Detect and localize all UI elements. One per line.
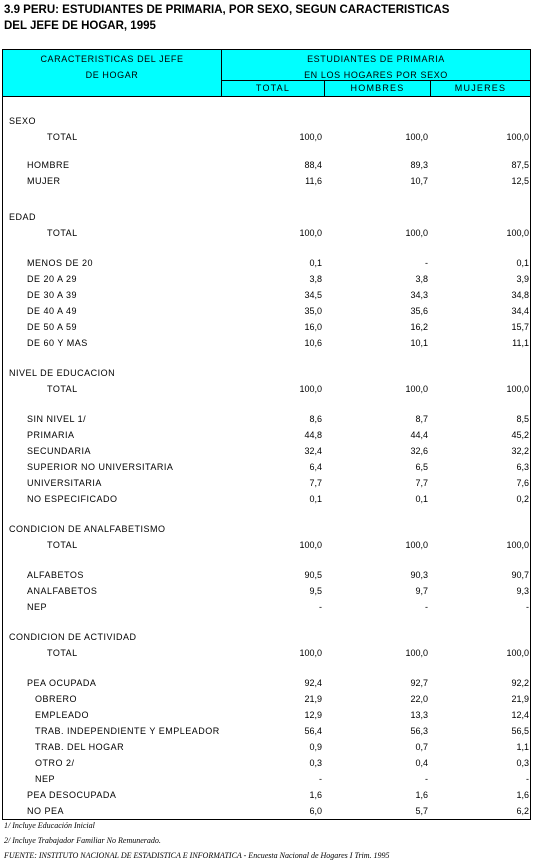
cell-hombres: 1,6	[415, 790, 428, 800]
row-label: DE 20 A 29	[27, 274, 78, 284]
table-title	[4, 2, 529, 34]
row-label: NIVEL DE EDUCACION	[9, 368, 116, 378]
cell-mujeres: -	[526, 774, 529, 784]
cell-mujeres: 6,3	[516, 462, 529, 472]
cell-hombres: 90,3	[410, 570, 428, 580]
cell-total: 16,0	[304, 322, 322, 332]
cell-hombres: -	[425, 774, 428, 784]
title-line-2: DEL JEFE DE HOGAR, 1995	[4, 20, 156, 32]
cell-total: 10,6	[304, 338, 322, 348]
row-label: OTRO 2/	[35, 758, 75, 768]
cell-total: 11,6	[305, 176, 322, 186]
table-row	[3, 772, 530, 786]
table-row	[3, 366, 530, 380]
header-students	[222, 50, 530, 81]
cell-mujeres: 12,4	[511, 710, 529, 720]
row-label: CONDICION DE ANALFABETISMO	[9, 524, 166, 534]
cell-hombres: 92,7	[410, 678, 428, 688]
cell-mujeres: 32,2	[511, 446, 529, 456]
cell-hombres: 100,0	[405, 132, 428, 142]
row-label: TOTAL	[47, 540, 78, 550]
cell-mujeres: 92,2	[511, 678, 529, 688]
cell-hombres: 22,0	[410, 694, 428, 704]
cell-hombres: 89,3	[410, 160, 428, 170]
table-row	[3, 522, 530, 536]
table-row	[3, 158, 530, 172]
row-label: PRIMARIA	[27, 430, 75, 440]
cell-mujeres: 15,7	[511, 322, 529, 332]
cell-mujeres: 34,4	[511, 306, 529, 316]
cell-hombres: 13,3	[410, 710, 428, 720]
table-row	[3, 740, 530, 754]
cell-hombres: 8,7	[415, 414, 428, 424]
row-label: TOTAL	[47, 228, 78, 238]
cell-hombres: 100,0	[405, 228, 428, 238]
row-label: SECUNDARIA	[27, 446, 92, 456]
cell-total: 100,0	[299, 384, 322, 394]
cell-hombres: 34,3	[410, 290, 428, 300]
row-label: SUPERIOR NO UNIVERSITARIA	[27, 462, 174, 472]
cell-hombres: 0,7	[415, 742, 428, 752]
cell-mujeres: 90,7	[511, 570, 529, 580]
row-label: ALFABETOS	[27, 570, 84, 580]
table-row	[3, 568, 530, 582]
cell-total: 1,6	[309, 790, 322, 800]
cell-total: 0,1	[309, 258, 322, 268]
cell-mujeres: 0,3	[516, 758, 529, 768]
title-line-1: 3.9 PERU: ESTUDIANTES DE PRIMARIA, POR SEXO, SEGUN CARACTERISTICAS	[4, 4, 450, 16]
cell-hombres: 5,7	[415, 806, 428, 816]
cell-hombres: 56,3	[410, 726, 428, 736]
cell-total: 12,9	[304, 710, 322, 720]
row-label: PEA DESOCUPADA	[27, 790, 117, 800]
table-row	[3, 676, 530, 690]
table-row	[3, 174, 530, 188]
table-row	[3, 460, 530, 474]
cell-total: 34,5	[304, 290, 322, 300]
cell-total: 8,6	[309, 414, 322, 424]
row-label: MUJER	[27, 176, 61, 186]
cell-mujeres: 9,3	[516, 586, 529, 596]
table-row	[3, 210, 530, 224]
cell-hombres: 100,0	[405, 384, 428, 394]
cell-mujeres: 21,9	[511, 694, 529, 704]
footnote-1: 1/ Incluye Educación Inicial	[4, 821, 95, 830]
header-students-line-2: EN LOS HOGARES POR SEXO	[304, 70, 448, 80]
table-row	[3, 382, 530, 396]
table-row	[3, 584, 530, 598]
cell-hombres: 7,7	[415, 478, 428, 488]
row-label: EDAD	[9, 212, 37, 222]
header-students-line-1: ESTUDIANTES DE PRIMARIA	[307, 54, 445, 64]
table-row	[3, 336, 530, 350]
cell-mujeres: 7,6	[516, 478, 529, 488]
cell-total: 100,0	[299, 132, 322, 142]
cell-total: 7,7	[309, 478, 322, 488]
row-label: DE 30 A 39	[27, 290, 78, 300]
row-label: NO ESPECIFICADO	[27, 494, 118, 504]
header-characteristics	[3, 50, 222, 96]
table-row	[3, 600, 530, 614]
row-label: NO PEA	[27, 806, 65, 816]
table-row	[3, 788, 530, 802]
cell-mujeres: 87,5	[511, 160, 529, 170]
table-row	[3, 256, 530, 270]
cell-hombres: 32,6	[410, 446, 428, 456]
cell-total: 0,1	[309, 494, 322, 504]
cell-hombres: 3,8	[415, 274, 428, 284]
cell-total: 90,5	[304, 570, 322, 580]
cell-mujeres: 6,2	[516, 806, 529, 816]
cell-mujeres: 0,2	[516, 494, 529, 504]
cell-total: -	[319, 774, 322, 784]
cell-mujeres: 100,0	[506, 648, 529, 658]
table-header	[3, 50, 530, 97]
row-label: HOMBRE	[27, 160, 70, 170]
cell-mujeres: -	[526, 602, 529, 612]
row-label: ANALFABETOS	[27, 586, 98, 596]
table-row	[3, 114, 530, 128]
header-characteristics-line-1: CARACTERISTICAS DEL JEFE	[40, 54, 184, 64]
cell-hombres: -	[425, 258, 428, 268]
table-row	[3, 320, 530, 334]
column-header-total: TOTAL	[222, 81, 325, 96]
row-label: TRAB. INDEPENDIENTE Y EMPLEADOR	[35, 726, 220, 736]
cell-hombres: 6,5	[415, 462, 428, 472]
row-label: EMPLEADO	[35, 710, 90, 720]
cell-total: 32,4	[304, 446, 322, 456]
table-row	[3, 492, 530, 506]
table-row	[3, 304, 530, 318]
table-row	[3, 412, 530, 426]
table-row	[3, 476, 530, 490]
cell-total: 56,4	[304, 726, 322, 736]
cell-mujeres: 100,0	[506, 228, 529, 238]
row-label: DE 50 A 59	[27, 322, 78, 332]
table-row	[3, 226, 530, 240]
row-label: SEXO	[9, 116, 37, 126]
table-row	[3, 130, 530, 144]
header-characteristics-line-2: DE HOGAR	[85, 70, 139, 80]
table-row	[3, 692, 530, 706]
cell-total: 0,3	[309, 758, 322, 768]
cell-total: 21,9	[304, 694, 322, 704]
cell-hombres: 16,2	[410, 322, 428, 332]
cell-hombres: 10,7	[410, 176, 428, 186]
cell-total: 44,8	[304, 430, 322, 440]
row-label: SIN NIVEL 1/	[27, 414, 87, 424]
cell-hombres: -	[425, 602, 428, 612]
row-label: DE 60 Y MAS	[27, 338, 88, 348]
cell-total: 100,0	[299, 228, 322, 238]
table-row	[3, 272, 530, 286]
cell-hombres: 0,4	[415, 758, 428, 768]
cell-total: 35,0	[304, 306, 322, 316]
table-row	[3, 288, 530, 302]
row-label: TOTAL	[47, 648, 78, 658]
cell-total: 6,0	[309, 806, 322, 816]
cell-hombres: 9,7	[415, 586, 428, 596]
cell-total: 0,9	[309, 742, 322, 752]
cell-mujeres: 100,0	[506, 384, 529, 394]
cell-total: 92,4	[304, 678, 322, 688]
cell-hombres: 100,0	[405, 648, 428, 658]
source-note: FUENTE: INSTITUTO NACIONAL DE ESTADISTICA E INFORMATICA - Encuesta Nacional de Hogares I Trim. 1995	[4, 851, 390, 860]
row-label: OBRERO	[35, 694, 78, 704]
row-label: UNIVERSITARIA	[27, 478, 102, 488]
table-row	[3, 708, 530, 722]
cell-total: 3,8	[309, 274, 322, 284]
table-row	[3, 756, 530, 770]
cell-mujeres: 100,0	[506, 132, 529, 142]
row-label: TRAB. DEL HOGAR	[35, 742, 125, 752]
cell-hombres: 35,6	[410, 306, 428, 316]
cell-mujeres: 0,1	[516, 258, 529, 268]
row-label: TOTAL	[47, 132, 78, 142]
row-label: TOTAL	[47, 384, 78, 394]
table-row	[3, 538, 530, 552]
row-label: NEP	[27, 602, 48, 612]
cell-mujeres: 45,2	[511, 430, 529, 440]
cell-mujeres: 100,0	[506, 540, 529, 550]
cell-hombres: 44,4	[410, 430, 428, 440]
cell-total: 100,0	[299, 540, 322, 550]
cell-hombres: 10,1	[410, 338, 428, 348]
cell-mujeres: 11,1	[512, 338, 529, 348]
table-row	[3, 804, 530, 818]
cell-mujeres: 1,6	[516, 790, 529, 800]
row-label: CONDICION DE ACTIVIDAD	[9, 632, 137, 642]
table-row	[3, 444, 530, 458]
statistics-table	[2, 49, 531, 820]
column-header-mujeres: MUJERES	[454, 83, 507, 93]
cell-mujeres: 12,5	[511, 176, 529, 186]
cell-hombres: 0,1	[415, 494, 428, 504]
footnote-2: 2/ Incluye Trabajador Familiar No Remunerado.	[4, 836, 161, 845]
cell-total: 100,0	[299, 648, 322, 658]
row-label: DE 40 A 49	[27, 306, 78, 316]
cell-mujeres: 1,1	[516, 742, 529, 752]
cell-total: 6,4	[309, 462, 322, 472]
cell-mujeres: 34,8	[511, 290, 529, 300]
table-row	[3, 630, 530, 644]
table-row	[3, 428, 530, 442]
cell-total: -	[319, 602, 322, 612]
row-label: PEA OCUPADA	[27, 678, 97, 688]
cell-total: 88,4	[304, 160, 322, 170]
row-label: NEP	[35, 774, 56, 784]
cell-hombres: 100,0	[405, 540, 428, 550]
column-header-hombres: HOMBRES	[325, 81, 431, 96]
cell-total: 9,5	[309, 586, 322, 596]
cell-mujeres: 56,5	[511, 726, 529, 736]
table-row	[3, 724, 530, 738]
table-row	[3, 646, 530, 660]
cell-mujeres: 8,5	[516, 414, 529, 424]
row-label: MENOS DE 20	[27, 258, 94, 268]
cell-mujeres: 3,9	[516, 274, 529, 284]
